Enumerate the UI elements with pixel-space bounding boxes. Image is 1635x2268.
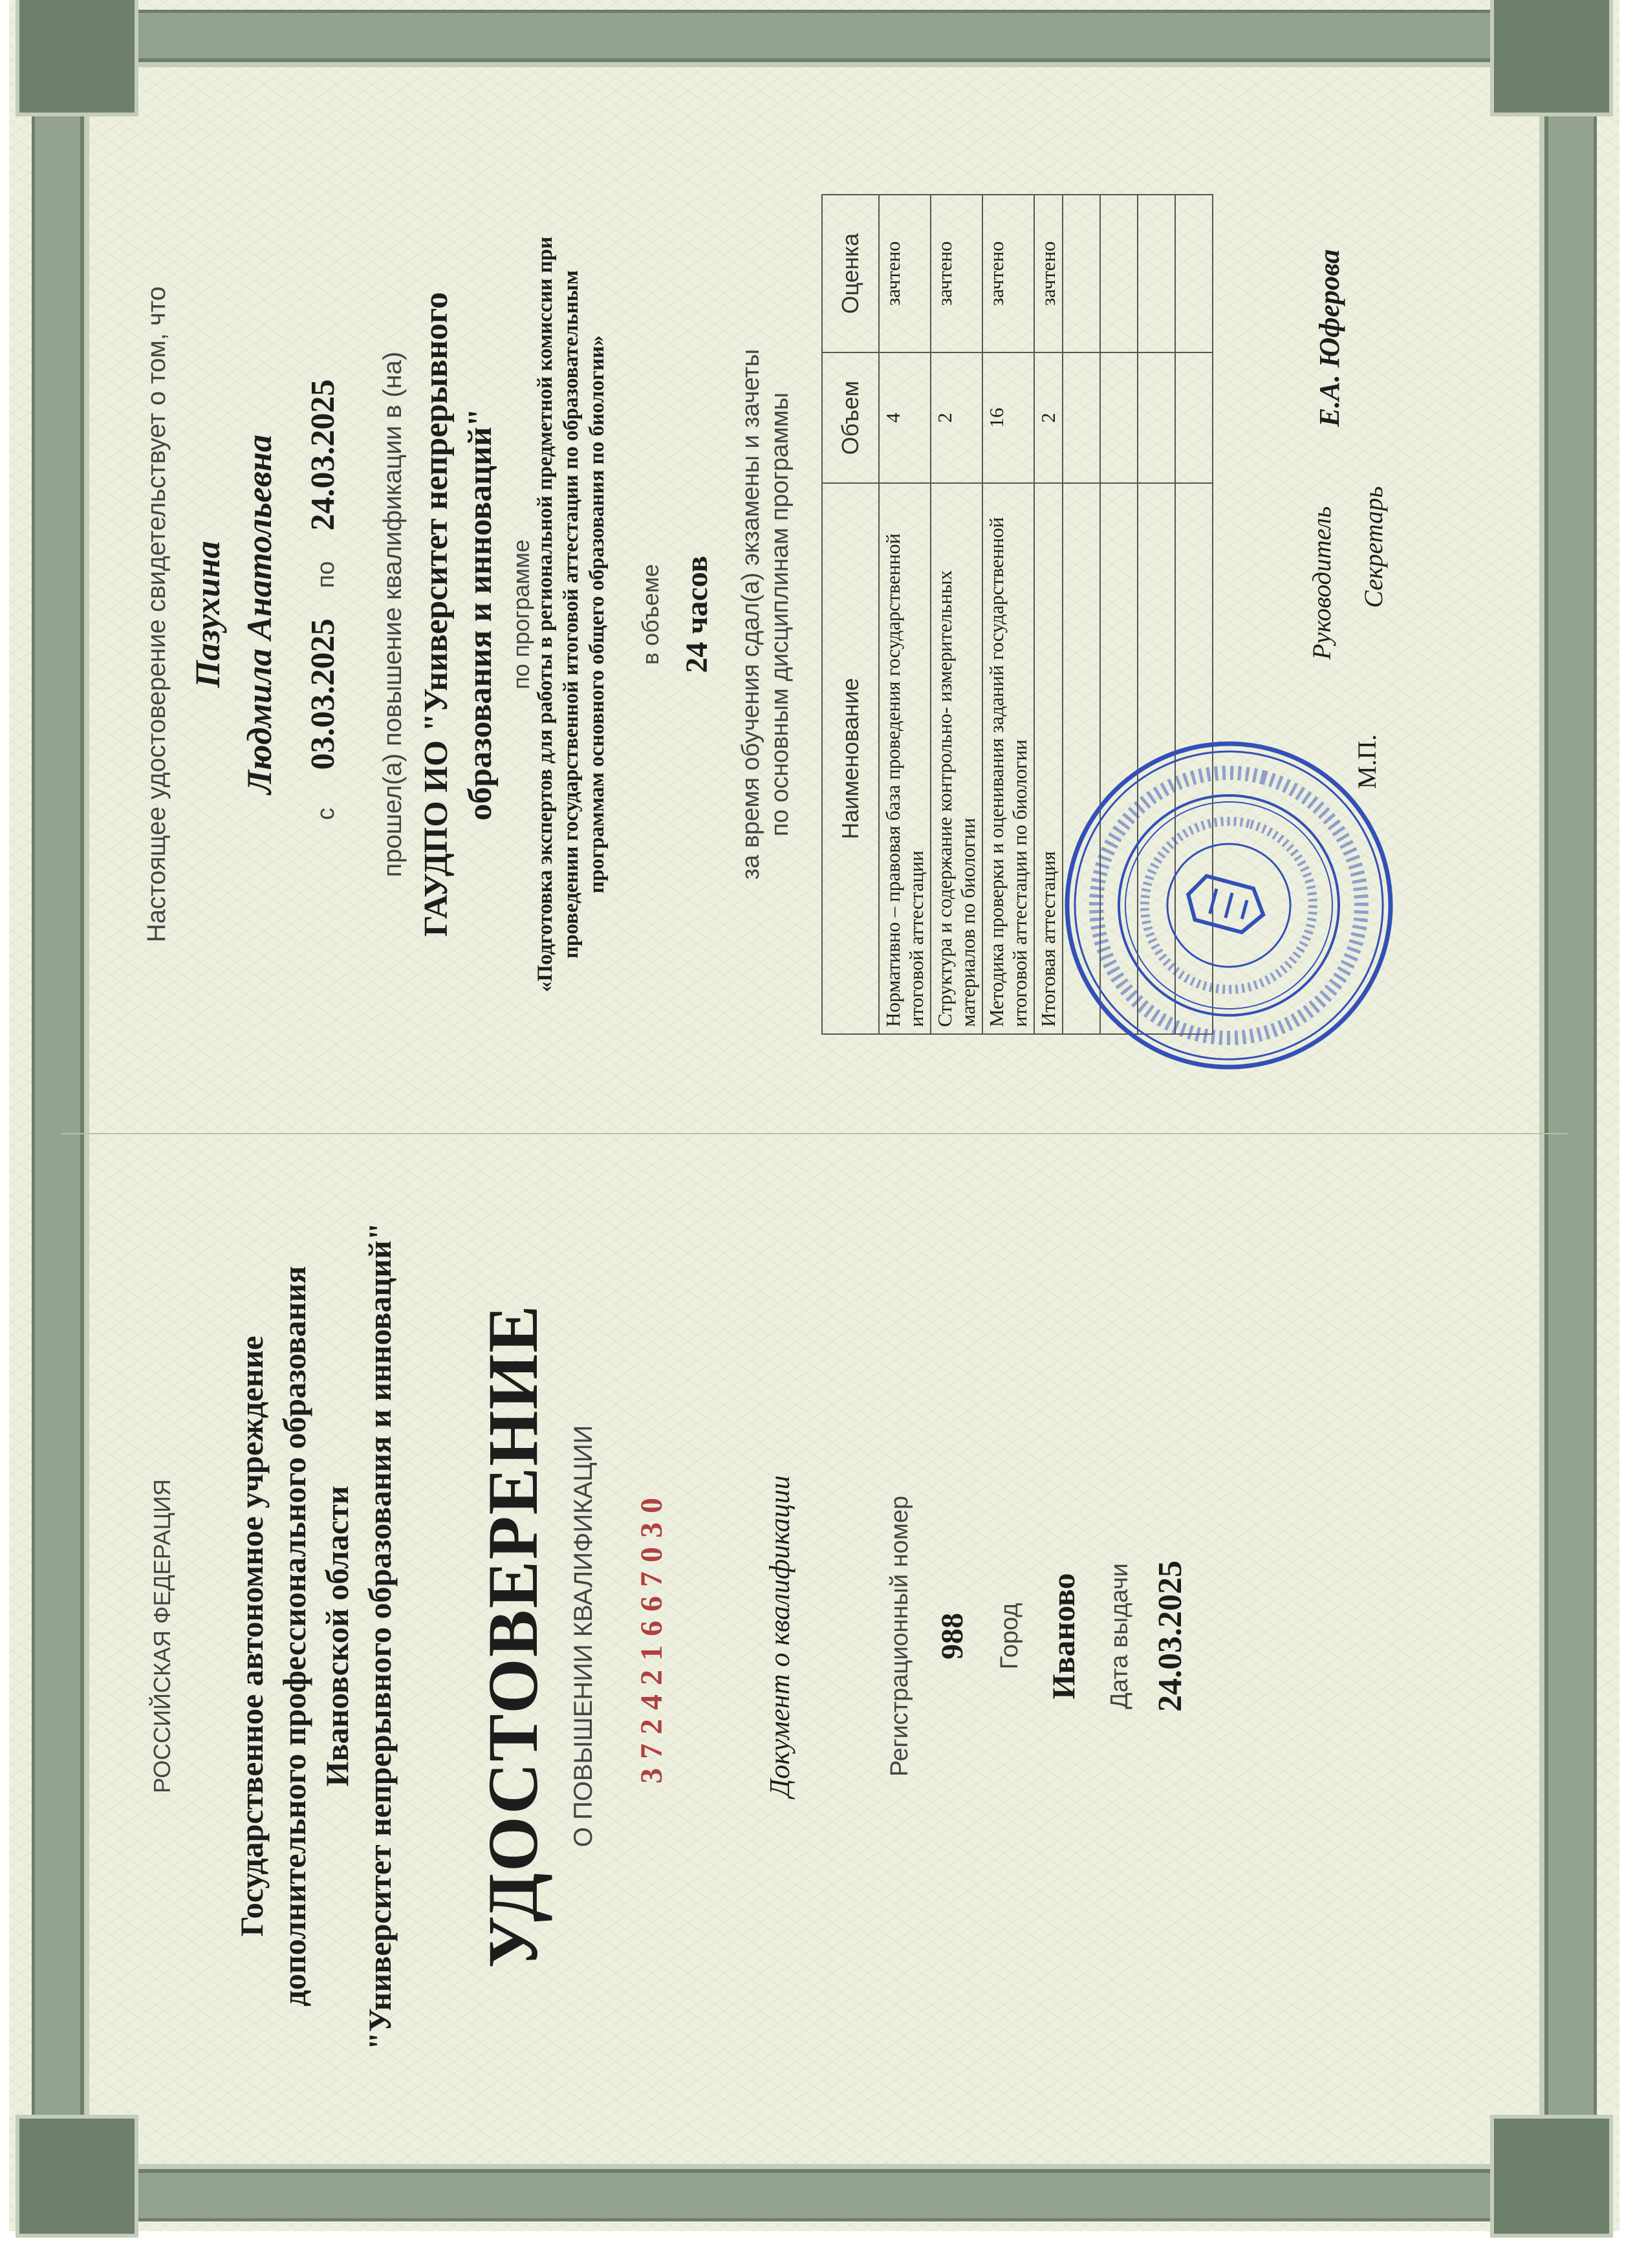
head-label: Руководитель: [1307, 506, 1336, 660]
discipline-grade: зачтено: [931, 195, 982, 352]
discipline-grade: зачтено: [982, 195, 1034, 352]
document-type: Документ о квалификации: [764, 1475, 796, 1797]
holder-surname: Пазухина: [188, 541, 227, 688]
fold-line: [61, 1133, 1568, 1134]
head-name: Е.А. Юферова: [1314, 249, 1345, 427]
discipline-name: Методика проверки и оценивания заданий государственной итоговой аттестации по биологии: [982, 483, 1034, 1034]
institution-line: дополнительного профессионального образования: [276, 1266, 312, 2007]
document-title: УДОСТОВЕРЕНИЕ: [473, 1304, 552, 1969]
passed-text: прошел(а) повышение квалификации в (на): [378, 351, 407, 878]
intro-text: Настоящее удостоверение свидетельствует о том, что: [142, 286, 171, 943]
table-row: [982, 195, 1034, 1034]
header-grade: Оценка: [822, 195, 879, 352]
organization-line: образования и инноваций": [462, 408, 499, 821]
discipline-volume: 2: [931, 352, 982, 483]
stamp-place-label: М.П.: [1352, 734, 1381, 789]
training-period: [304, 116, 342, 1112]
city-label: Город: [996, 1603, 1023, 1670]
header-name: Наименование: [822, 483, 879, 1034]
from-label: с: [312, 808, 340, 820]
date-to: 24.03.2025: [305, 379, 341, 531]
program-label: по программе: [508, 539, 534, 689]
city-value: Иваново: [1045, 1573, 1081, 1700]
discipline-grade: зачтено: [879, 195, 931, 352]
to-label: по: [312, 561, 340, 589]
discipline-name: Структура и содержание контрольно- измерительных материалов по биологии: [931, 483, 982, 1034]
frame-corner-ornament: [16, 2115, 138, 2238]
issue-date-label: Дата выдачи: [1106, 1563, 1133, 1709]
exams-text: за время обучения сдал(а) экзамены и зачеты: [737, 349, 764, 880]
document-subtitle: О ПОВЫШЕНИИ КВАЛИФИКАЦИИ: [569, 1425, 598, 1848]
table-row: [931, 195, 982, 1034]
federation-label: РОССИЙСКАЯ ФЕДЕРАЦИЯ: [149, 1479, 175, 1793]
discipline-name: Нормативно – правовая база проведения государственной итоговой аттестации: [879, 483, 931, 1034]
table-header-row: [822, 195, 879, 1034]
institution-line: Ивановской области: [319, 1485, 355, 1787]
issue-date-value: 24.03.2025: [1152, 1561, 1189, 1712]
organization-line: ГАУДПО ИО "Университет непрерывного: [418, 292, 455, 937]
program-line: программам основного общего образования по биологии»: [585, 335, 609, 894]
reg-number-value: 988: [935, 1613, 969, 1659]
holder-given-names: Людмила Анатольевна: [240, 435, 279, 794]
institution-line: "Университет непрерывного образования и инноваций": [362, 1222, 398, 2050]
reg-number-label: Регистрационный номер: [886, 1495, 913, 1777]
institution-line: Государственное автономное учреждение: [233, 1335, 270, 1937]
frame-corner-ornament: [1490, 2115, 1613, 2238]
header-volume: Объем: [822, 352, 879, 483]
discipline-grade: зачтено: [1034, 195, 1063, 352]
program-line: проведении государственной итоговой аттестации по образовательным: [559, 270, 583, 959]
discipline-name: Итоговая аттестация: [1034, 483, 1063, 1034]
secretary-label: Секретарь: [1359, 486, 1388, 608]
table-row: [879, 195, 931, 1034]
discipline-volume: 16: [982, 352, 1034, 483]
volume-label: в объеме: [637, 564, 664, 665]
date-from: 03.03.2025: [305, 618, 341, 770]
title-page: [142, 1145, 1488, 2128]
exams-text: по основным дисциплинам программы: [766, 392, 794, 837]
discipline-volume: 4: [879, 352, 931, 483]
discipline-volume: 2: [1034, 352, 1063, 483]
program-line: «Подготовка экспертов для работы в региональной предметной комиссии при: [534, 236, 557, 993]
volume-value: 24 часов: [680, 556, 714, 673]
frame-corner-ornament: [1490, 0, 1613, 116]
frame-corner-ornament: [16, 0, 138, 116]
certificate-number: 372421667030: [634, 1489, 669, 1784]
